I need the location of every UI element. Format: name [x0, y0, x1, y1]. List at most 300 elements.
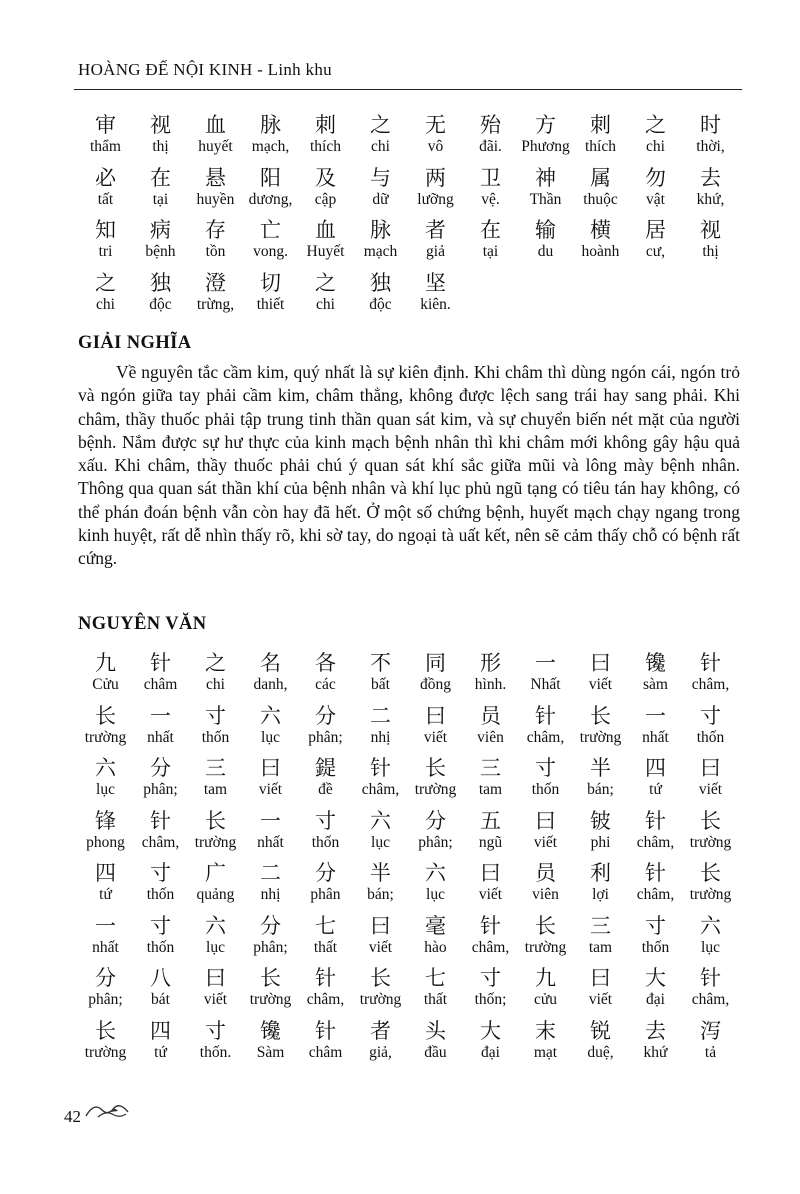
character-cell [353, 913, 408, 966]
character-cell [133, 703, 188, 756]
vietnamese-reading: thốn [531, 781, 560, 798]
grid-row [78, 965, 738, 1018]
han-character: 针 [315, 1018, 336, 1043]
han-character: 铍 [590, 808, 611, 833]
vietnamese-reading: tứ [649, 781, 662, 798]
han-character: 寸 [150, 861, 171, 885]
character-cell [408, 1018, 463, 1071]
text-grid-bottom [78, 650, 738, 1070]
character-cell [628, 650, 683, 703]
character-cell [298, 703, 353, 756]
character-cell [408, 270, 463, 323]
han-character: 曰 [590, 651, 611, 675]
han-character: 一 [95, 913, 116, 938]
character-cell [518, 965, 573, 1018]
character-cell [683, 165, 738, 218]
han-character: 镵 [645, 651, 666, 675]
vietnamese-reading: đại [646, 991, 665, 1008]
character-cell [188, 808, 243, 861]
han-character: 去 [700, 165, 721, 190]
vietnamese-reading: nhất [642, 728, 669, 746]
vietnamese-reading: nhị [260, 886, 281, 903]
character-cell [133, 860, 188, 913]
vietnamese-reading: thuộc [583, 190, 618, 208]
vietnamese-reading: thốn [641, 938, 670, 956]
grid-row [78, 913, 738, 966]
character-cell [518, 808, 573, 861]
vietnamese-reading: viết [423, 728, 448, 746]
vietnamese-reading: phân [310, 886, 341, 903]
character-cell [683, 860, 738, 913]
grid-row [78, 755, 738, 808]
character-cell [243, 755, 298, 808]
character-cell [573, 808, 628, 861]
han-character: 大 [645, 966, 666, 990]
vietnamese-reading: dương, [248, 190, 293, 208]
character-cell [408, 217, 463, 270]
han-character: 之 [95, 270, 116, 295]
han-character: 去 [645, 1018, 666, 1043]
character-cell [298, 808, 353, 861]
character-cell [518, 650, 573, 703]
character-cell [518, 112, 573, 165]
vietnamese-reading: thốn [146, 886, 175, 903]
vietnamese-reading: châm, [691, 991, 730, 1008]
character-cell [298, 112, 353, 165]
vietnamese-reading: giả [426, 243, 445, 260]
vietnamese-reading: viết [258, 781, 283, 798]
vietnamese-reading: tri [98, 243, 113, 260]
character-cell [243, 703, 298, 756]
character-cell [353, 217, 408, 270]
han-character: 六 [370, 808, 391, 833]
character-cell [298, 650, 353, 703]
han-character: 分 [95, 966, 116, 990]
han-character: 独 [370, 270, 391, 295]
vietnamese-reading: mạt [533, 1043, 558, 1061]
vietnamese-reading: Nhất [530, 676, 561, 693]
han-character: 曰 [480, 861, 501, 885]
han-character: 血 [205, 113, 226, 137]
han-character: 方 [535, 113, 556, 137]
vietnamese-reading: Thần [529, 190, 562, 208]
han-character: 独 [150, 270, 171, 295]
vietnamese-reading: trường [414, 781, 457, 798]
han-character: 长 [260, 966, 281, 990]
vietnamese-reading: trường [84, 728, 127, 746]
character-cell [408, 112, 463, 165]
vietnamese-reading: phong [86, 833, 125, 851]
character-cell [683, 965, 738, 1018]
vietnamese-reading: lục [371, 833, 390, 851]
han-character: 殆 [480, 113, 501, 137]
character-cell [573, 165, 628, 218]
vietnamese-reading: cập [314, 190, 337, 208]
vietnamese-reading: mạch [363, 243, 398, 260]
character-cell [243, 1018, 298, 1071]
character-cell [463, 913, 518, 966]
vietnamese-reading: lưỡng [417, 190, 454, 208]
han-character: 寸 [205, 1018, 226, 1043]
han-character: 刺 [315, 113, 336, 137]
character-cell [628, 808, 683, 861]
character-cell [683, 650, 738, 703]
han-character: 四 [95, 861, 116, 885]
vietnamese-reading: nhị [370, 728, 391, 746]
character-cell [78, 1018, 133, 1071]
character-cell [353, 808, 408, 861]
vietnamese-reading: cửu [533, 991, 558, 1008]
han-character: 者 [425, 218, 446, 242]
character-cell [353, 165, 408, 218]
character-cell [628, 913, 683, 966]
han-character: 员 [480, 703, 501, 728]
character-cell [628, 165, 683, 218]
han-character: 曰 [590, 966, 611, 990]
vietnamese-reading: tam [203, 781, 228, 798]
han-character: 脉 [260, 113, 281, 137]
vietnamese-reading: Huyết [306, 243, 345, 260]
han-character: 二 [370, 703, 391, 728]
vietnamese-reading: Sàm [256, 1043, 285, 1061]
character-cell [298, 913, 353, 966]
han-character: 输 [535, 218, 556, 242]
han-character: 针 [700, 966, 721, 990]
character-cell [463, 650, 518, 703]
han-character: 长 [535, 913, 556, 938]
vietnamese-reading: viết [588, 676, 613, 693]
wave-ornament-icon [84, 1098, 130, 1120]
grid-row [78, 112, 738, 165]
vietnamese-reading: châm, [361, 781, 400, 798]
han-character: 针 [370, 756, 391, 780]
vietnamese-reading: viên [532, 886, 559, 903]
character-cell [408, 913, 463, 966]
vietnamese-reading: phân; [143, 781, 178, 798]
han-character: 之 [205, 651, 226, 675]
character-cell [133, 650, 188, 703]
han-character: 病 [150, 218, 171, 242]
han-character: 居 [645, 218, 666, 242]
vietnamese-reading: vong. [253, 243, 288, 260]
vietnamese-reading: tam [478, 781, 503, 798]
character-cell [298, 165, 353, 218]
character-cell [628, 217, 683, 270]
vietnamese-reading: vô [427, 138, 444, 155]
han-character: 一 [535, 651, 556, 675]
han-character: 及 [315, 165, 336, 190]
han-character: 大 [480, 1018, 501, 1043]
header-rule [74, 89, 742, 90]
character-cell [188, 270, 243, 323]
han-character: 分 [425, 808, 446, 833]
character-cell [188, 860, 243, 913]
character-cell [298, 860, 353, 913]
character-cell [78, 112, 133, 165]
character-cell [353, 965, 408, 1018]
character-cell [133, 270, 188, 323]
character-cell [628, 703, 683, 756]
character-cell [78, 965, 133, 1018]
han-character: 半 [370, 861, 391, 885]
running-header: HOÀNG ĐẾ NỘI KINH - Linh khu [78, 60, 332, 79]
vietnamese-reading: lục [261, 728, 280, 746]
character-cell [298, 755, 353, 808]
character-cell [78, 703, 133, 756]
character-cell [463, 217, 518, 270]
character-cell [408, 755, 463, 808]
vietnamese-reading: nhất [257, 833, 284, 851]
han-character: 脉 [370, 218, 391, 242]
vietnamese-reading: châm, [141, 833, 180, 851]
character-cell [683, 808, 738, 861]
character-cell [353, 1018, 408, 1071]
character-cell [243, 112, 298, 165]
character-cell [133, 755, 188, 808]
han-character: 横 [590, 218, 611, 242]
character-cell [133, 112, 188, 165]
han-character: 寸 [315, 808, 336, 833]
vietnamese-reading: bán; [587, 781, 614, 798]
vietnamese-reading: phân; [88, 991, 123, 1008]
han-character: 曰 [205, 966, 226, 990]
vietnamese-reading: thốn [696, 728, 725, 746]
character-cell [188, 755, 243, 808]
vietnamese-reading: lục [701, 938, 720, 956]
vietnamese-reading: tại [152, 190, 169, 208]
vietnamese-reading: châm, [691, 676, 730, 693]
vietnamese-reading: trường [689, 886, 732, 903]
han-character: 长 [95, 703, 116, 728]
character-cell [133, 217, 188, 270]
character-cell [298, 965, 353, 1018]
grid-row [78, 703, 738, 756]
vietnamese-reading: vệ. [481, 190, 500, 208]
han-character: 九 [95, 651, 116, 675]
han-character: 在 [480, 218, 501, 242]
vietnamese-reading: thốn [311, 833, 340, 851]
han-character: 形 [480, 651, 501, 675]
character-cell [628, 112, 683, 165]
character-cell [78, 913, 133, 966]
vietnamese-reading: trường [359, 991, 402, 1008]
han-character: 四 [645, 756, 666, 780]
vietnamese-reading: tam [588, 938, 613, 956]
han-character: 针 [700, 651, 721, 675]
han-character: 七 [425, 966, 446, 990]
vietnamese-reading: đề [318, 781, 333, 798]
character-cell [628, 860, 683, 913]
vietnamese-reading: phân; [308, 728, 343, 746]
vietnamese-reading: đãi. [479, 138, 502, 155]
vietnamese-reading: viên [477, 728, 504, 746]
character-cell [518, 165, 573, 218]
vietnamese-reading: chi [316, 295, 335, 313]
han-character: 长 [95, 1018, 116, 1043]
vietnamese-reading: Phương [521, 138, 570, 155]
character-cell [353, 860, 408, 913]
vietnamese-reading: khứ, [696, 190, 725, 208]
vietnamese-reading: vật [646, 190, 665, 208]
han-character: 阳 [260, 165, 281, 190]
vietnamese-reading: viết [588, 991, 613, 1008]
character-cell [683, 703, 738, 756]
vietnamese-reading: viết [478, 886, 503, 903]
character-cell [353, 755, 408, 808]
character-cell [463, 755, 518, 808]
han-character: 针 [315, 966, 336, 990]
vietnamese-reading: Cửu [92, 676, 119, 693]
character-cell [78, 165, 133, 218]
han-character: 两 [425, 165, 446, 190]
vietnamese-reading: tất [97, 190, 114, 208]
vietnamese-reading: trường [84, 1043, 127, 1061]
vietnamese-reading: thích [585, 138, 616, 155]
vietnamese-reading: chi [371, 138, 390, 155]
vietnamese-reading: bất [371, 676, 390, 693]
character-cell [133, 913, 188, 966]
han-character: 针 [645, 861, 666, 885]
han-character: 之 [315, 270, 336, 295]
character-cell [78, 217, 133, 270]
han-character: 针 [150, 808, 171, 833]
character-cell [188, 165, 243, 218]
vietnamese-reading: thốn; [474, 991, 507, 1008]
vietnamese-reading: châm, [471, 938, 510, 956]
han-character: 三 [590, 913, 611, 938]
han-character: 不 [370, 651, 391, 675]
vietnamese-reading: sàm [643, 676, 668, 693]
vietnamese-reading: mạch, [251, 138, 290, 155]
han-character: 寸 [205, 703, 226, 728]
vietnamese-reading: châm [143, 676, 178, 693]
vietnamese-reading: tồn [205, 243, 226, 260]
han-character: 四 [150, 1018, 171, 1043]
character-cell [573, 965, 628, 1018]
han-character: 各 [315, 651, 336, 675]
character-cell [683, 1018, 738, 1071]
vietnamese-reading: tứ [154, 1043, 167, 1061]
han-character: 时 [700, 113, 721, 137]
han-character: 无 [425, 113, 446, 137]
vietnamese-reading: lục [96, 781, 115, 798]
vietnamese-reading: thốn [201, 728, 230, 746]
vietnamese-reading: hoành [581, 243, 620, 260]
vietnamese-reading: bát [151, 991, 170, 1008]
character-cell [628, 965, 683, 1018]
vietnamese-reading: huyết [198, 138, 233, 155]
character-cell [573, 112, 628, 165]
han-character: 曰 [700, 756, 721, 780]
character-cell [133, 808, 188, 861]
han-character: 三 [480, 756, 501, 780]
han-character: 分 [150, 756, 171, 780]
han-character: 泻 [700, 1018, 721, 1043]
character-cell [78, 755, 133, 808]
character-cell [408, 860, 463, 913]
han-character: 属 [590, 165, 611, 190]
vietnamese-reading: nhất [147, 728, 174, 746]
han-character: 必 [95, 165, 116, 190]
character-cell [188, 112, 243, 165]
character-cell [518, 703, 573, 756]
vietnamese-reading: tại [482, 243, 499, 260]
character-cell [463, 808, 518, 861]
vietnamese-reading: châm, [526, 728, 565, 746]
character-cell [518, 1018, 573, 1071]
vietnamese-reading: thời, [696, 138, 725, 155]
character-cell [298, 1018, 353, 1071]
vietnamese-reading: viết [368, 938, 393, 956]
character-cell [243, 913, 298, 966]
han-character: 切 [260, 270, 281, 295]
character-cell [408, 808, 463, 861]
han-character: 五 [480, 808, 501, 833]
vietnamese-reading: bệnh [145, 243, 176, 260]
text-grid-top [78, 112, 738, 322]
han-character: 半 [590, 756, 611, 780]
han-character: 与 [370, 165, 391, 190]
han-character: 分 [260, 913, 281, 938]
han-character: 卫 [480, 165, 501, 190]
character-cell [243, 808, 298, 861]
han-character: 七 [315, 913, 336, 938]
han-character: 广 [205, 861, 226, 885]
character-cell [518, 913, 573, 966]
han-character: 血 [315, 218, 336, 242]
character-cell [628, 1018, 683, 1071]
vietnamese-reading: trường [524, 938, 567, 956]
han-character: 头 [425, 1018, 446, 1043]
han-character: 九 [535, 966, 556, 990]
han-character: 末 [535, 1018, 556, 1043]
character-cell [188, 913, 243, 966]
character-cell [243, 860, 298, 913]
vietnamese-reading: tả [704, 1043, 717, 1061]
vietnamese-reading: khứ [643, 1043, 668, 1061]
han-character: 名 [260, 651, 281, 675]
character-cell [518, 217, 573, 270]
vietnamese-reading: du [537, 243, 554, 260]
han-character: 六 [700, 913, 721, 938]
vietnamese-reading: thốn [146, 938, 175, 956]
character-cell [683, 112, 738, 165]
character-cell [683, 217, 738, 270]
han-character: 一 [260, 808, 281, 833]
grid-row [78, 860, 738, 913]
grid-row [78, 1018, 738, 1071]
han-character: 三 [205, 756, 226, 780]
vietnamese-reading: độc [149, 295, 172, 313]
vietnamese-reading: các [315, 676, 336, 693]
grid-row [78, 650, 738, 703]
vietnamese-reading: chi [96, 295, 115, 313]
vietnamese-reading: đại [481, 1043, 500, 1061]
vietnamese-reading: viết [533, 833, 558, 851]
vietnamese-reading: châm, [636, 833, 675, 851]
han-character: 针 [645, 808, 666, 833]
vietnamese-reading: bán; [367, 886, 394, 903]
han-character: 锋 [95, 808, 116, 833]
vietnamese-reading: thẩm [90, 138, 121, 155]
han-character: 长 [425, 756, 446, 780]
han-character: 之 [645, 113, 666, 137]
character-cell [573, 1018, 628, 1071]
han-character: 审 [95, 113, 116, 137]
character-cell [573, 755, 628, 808]
vietnamese-reading: quảng [196, 886, 235, 903]
han-character: 悬 [205, 165, 226, 190]
